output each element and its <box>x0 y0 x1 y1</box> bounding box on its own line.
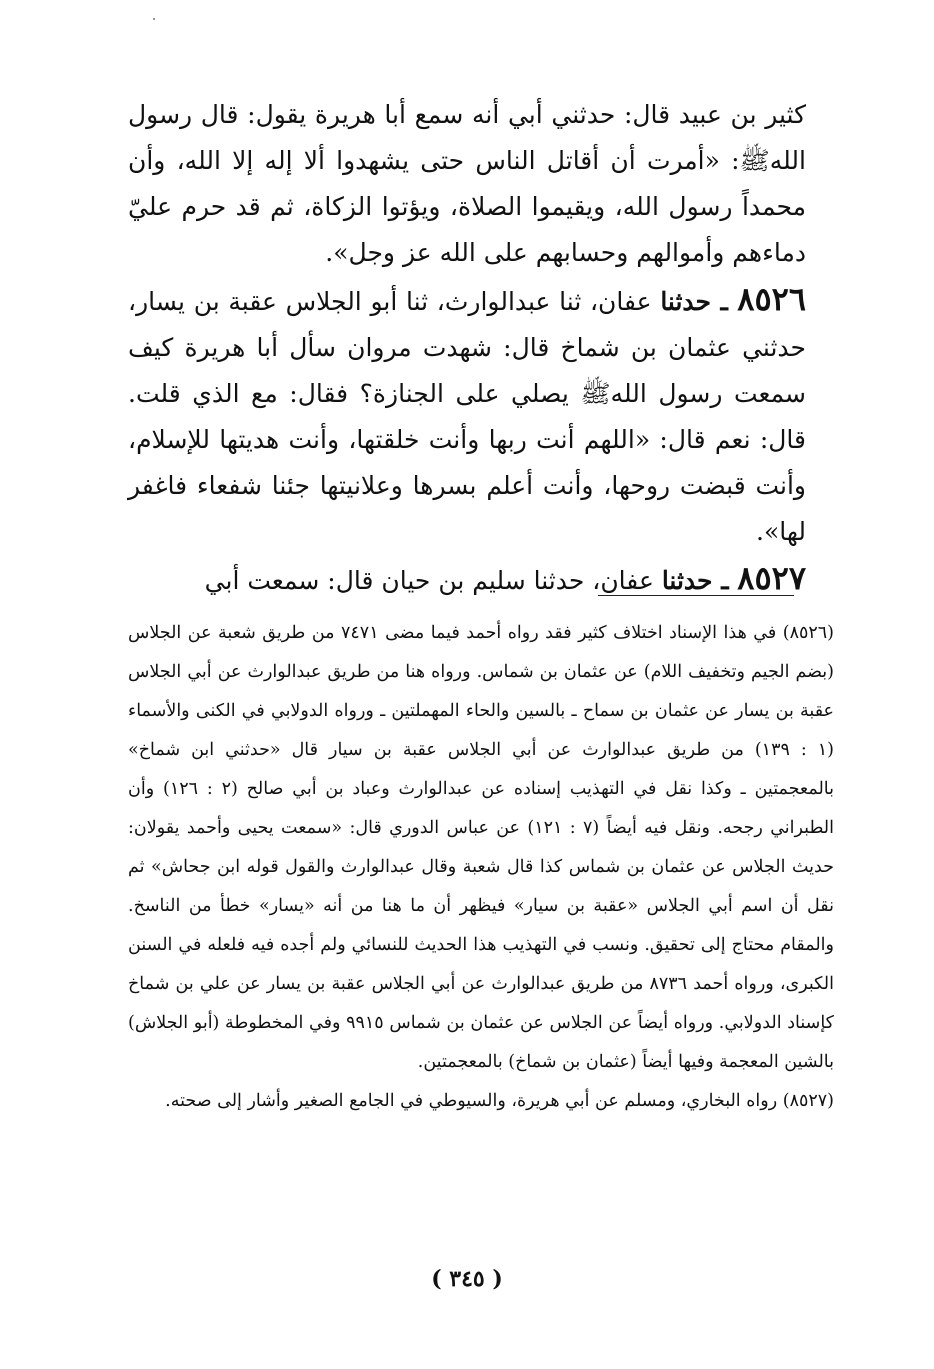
footnotes-block <box>128 614 834 1121</box>
footnote-8526 <box>128 614 834 1082</box>
footnote-8526-ref: (٨٥٢٦) <box>782 623 834 643</box>
page-number: ( ٣٤٥ ) <box>431 1266 503 1292</box>
hadith-8527-paragraph <box>128 555 806 604</box>
hadith-8526-paragraph <box>128 276 806 555</box>
footnote-8527-text: رواه البخاري، ومسلم عن أبي هريرة، والسيوطي في الجامع الصغير وأشار إلى صحته. <box>165 1091 783 1111</box>
hadith-8527-lead: حدثنا <box>661 566 713 595</box>
footnote-8527 <box>128 1082 834 1121</box>
hadith-8527-dash: ـ <box>712 566 738 595</box>
hadith-8526-dash: ـ <box>711 287 738 316</box>
hadith-8526-text: عفان، ثنا عبدالوارث، ثنا أبو الجلاس عقبة بن يسار، حدثني عثمان بن شماخ قال: شهدت مروان سأل أبا هريرة كيف سمعت رسول اللهﷺ يصلي على الجنازة؟ فقال: مع الذي قلت. قال: نعم قال: «اللهم أنت ربها وأنت خلقتها، وأنت هديتها للإسلام، وأنت قبضت روحها، وأنت أعلم بسرها وعلانيتها جئنا شفعاء فاغفر لها». <box>128 287 806 546</box>
hadith-8526-number: ٨٥٢٦ <box>737 280 807 318</box>
scan-speck <box>153 18 155 20</box>
main-text-block <box>128 92 806 604</box>
hadith-8527-number: ٨٥٢٧ <box>737 559 806 597</box>
continuation-paragraph: كثير بن عبيد قال: حدثني أبي أنه سمع أبا هريرة يقول: قال رسول اللهﷺ: «أمرت أن أقاتل الناس حتى يشهدوا ألا إله إلا الله، وأن محمداً رسول الله، ويقيموا الصلاة، ويؤتوا الزكاة، ثم قد حرم عليّ دماءهم وأموالهم وحسابهم على الله عز وجل». <box>128 100 806 267</box>
hadith-8526-lead: حدثنا <box>660 287 712 316</box>
footnote-8526-text: في هذا الإسناد اختلاف كثير فقد رواه أحمد فيما مضى ٧٤٧١ من طريق شعبة عن الجلاس (بضم الجيم وتخفيف اللام) عن عثمان بن شماس. ورواه هنا من طريق عبدالوارث عن أبي الجلاس عقبة بن يسار عن عثمان بن سماح ـ بالسين والحاء المهملتين ـ ورواه الدولابي في الكنى والأسماء (١ : ١٣٩) من طريق عبدالوارث عن أبي الجلاس عقبة بن سيار قال «حدثني ابن شماخ» بالمعجمتين ـ وكذا نقل في التهذيب إسناده عن عبدالوارث وعباد بن أبي صالح (٢ : ١٢٦) وأن الطبراني رجحه. ونقل فيه أيضاً (٧ : ١٢١) عن عباس الدوري قال: «سمعت يحيى وأحمد يقولان: حديث الجلاس عن عثمان بن شماس كذا قال شعبة وقال عبدالوارث والقول قوله ابن جحاش» ثم نقل أن اسم أبي الجلاس «عقبة بن سيار» فيظهر أن ما هنا من أنه «يسار» خطأ من الناسخ. والمقام محتاج إلى تحقيق. ونسب في التهذيب هذا الحديث للنسائي ولم أجده فيه فلعله في السنن الكبرى، ورواه أحمد ٨٧٣٦ من طريق عبدالوارث عن أبي الجلاس عقبة بن يسار عن علي بن شماخ كإسناد الدولابي. ورواه أيضاً عن الجلاس عن عثمان بن شماس ٩٩١٥ وفي المخطوطة (أبو الجلاش) بالشين المعجمة وفيها أيضاً (عثمان بن شماخ) بالمعجمتين. <box>128 623 835 1072</box>
hadith-8527-text: عفان، حدثنا سليم بن حيان قال: سمعت أبي <box>204 566 662 595</box>
footnote-8527-ref: (٨٥٢٧) <box>782 1091 834 1111</box>
footnote-divider <box>598 595 794 596</box>
